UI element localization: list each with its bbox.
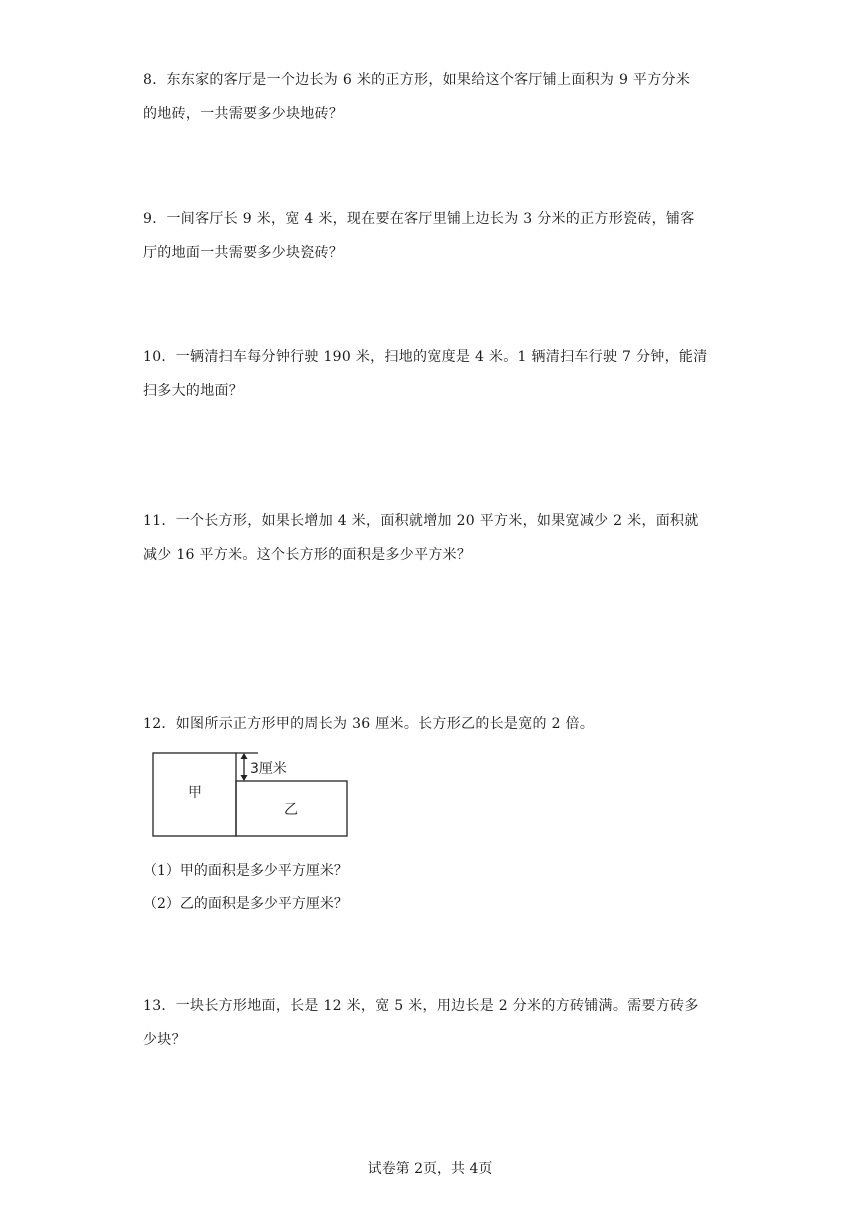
question-13-line-1: 13．一块长方形地面，长是 12 米，宽 5 米，用边长是 2 分米的方砖铺满。需要方砖多 xyxy=(143,998,699,1014)
question-11-line-1: 11．一个长方形，如果长增加 4 米，面积就增加 20 平方米，如果宽减少 2 米，面积就 xyxy=(143,513,699,529)
rectangle-label: 乙 xyxy=(284,802,298,818)
question-13 xyxy=(143,989,723,1057)
question-10 xyxy=(143,340,723,408)
question-9-line-1: 9．一间客厅长 9 米，宽 4 米，现在要在客厅里铺上边长为 3 分米的正方形瓷砖，铺客 xyxy=(143,211,695,227)
question-12-line-1: 12．如图所示正方形甲的周长为 36 厘米。长方形乙的长是宽的 2 倍。 xyxy=(143,716,595,732)
page-footer: 试卷第 2页，共 4页 xyxy=(367,1161,493,1177)
sub-question-1: （1）甲的面积是多少平方厘米？ xyxy=(143,863,348,879)
question-10-line-2: 扫多大的地面？ xyxy=(143,383,244,399)
question-8-line-2: 的地砖，一共需要多少块地砖？ xyxy=(143,106,344,122)
question-9-line-2: 厅的地面一共需要多少块瓷砖？ xyxy=(143,245,344,261)
question-11-line-2: 减少 16 平方米。这个长方形的面积是多少平方米？ xyxy=(143,547,472,563)
question-9 xyxy=(143,202,723,270)
question-8-line-1: 8．东东家的客厅是一个边长为 6 米的正方形，如果给这个客厅铺上面积为 9 平方分米 xyxy=(143,72,691,88)
dimension-label: 3厘米 xyxy=(250,761,287,777)
arrow-down-icon xyxy=(241,775,248,781)
question-11 xyxy=(143,504,723,572)
arrow-up-icon xyxy=(241,753,248,759)
square-rectangle-figure xyxy=(148,748,368,848)
square-label: 甲 xyxy=(188,785,202,801)
question-12 xyxy=(143,707,723,741)
sub-question-2: （2）乙的面积是多少平方厘米？ xyxy=(143,896,348,912)
question-13-line-2: 少块？ xyxy=(143,1032,186,1048)
question-8 xyxy=(143,63,723,131)
question-10-line-1: 10．一辆清扫车每分钟行驶 190 米，扫地的宽度是 4 米。1 辆清扫车行驶 7 分钟，能清 xyxy=(143,349,708,365)
